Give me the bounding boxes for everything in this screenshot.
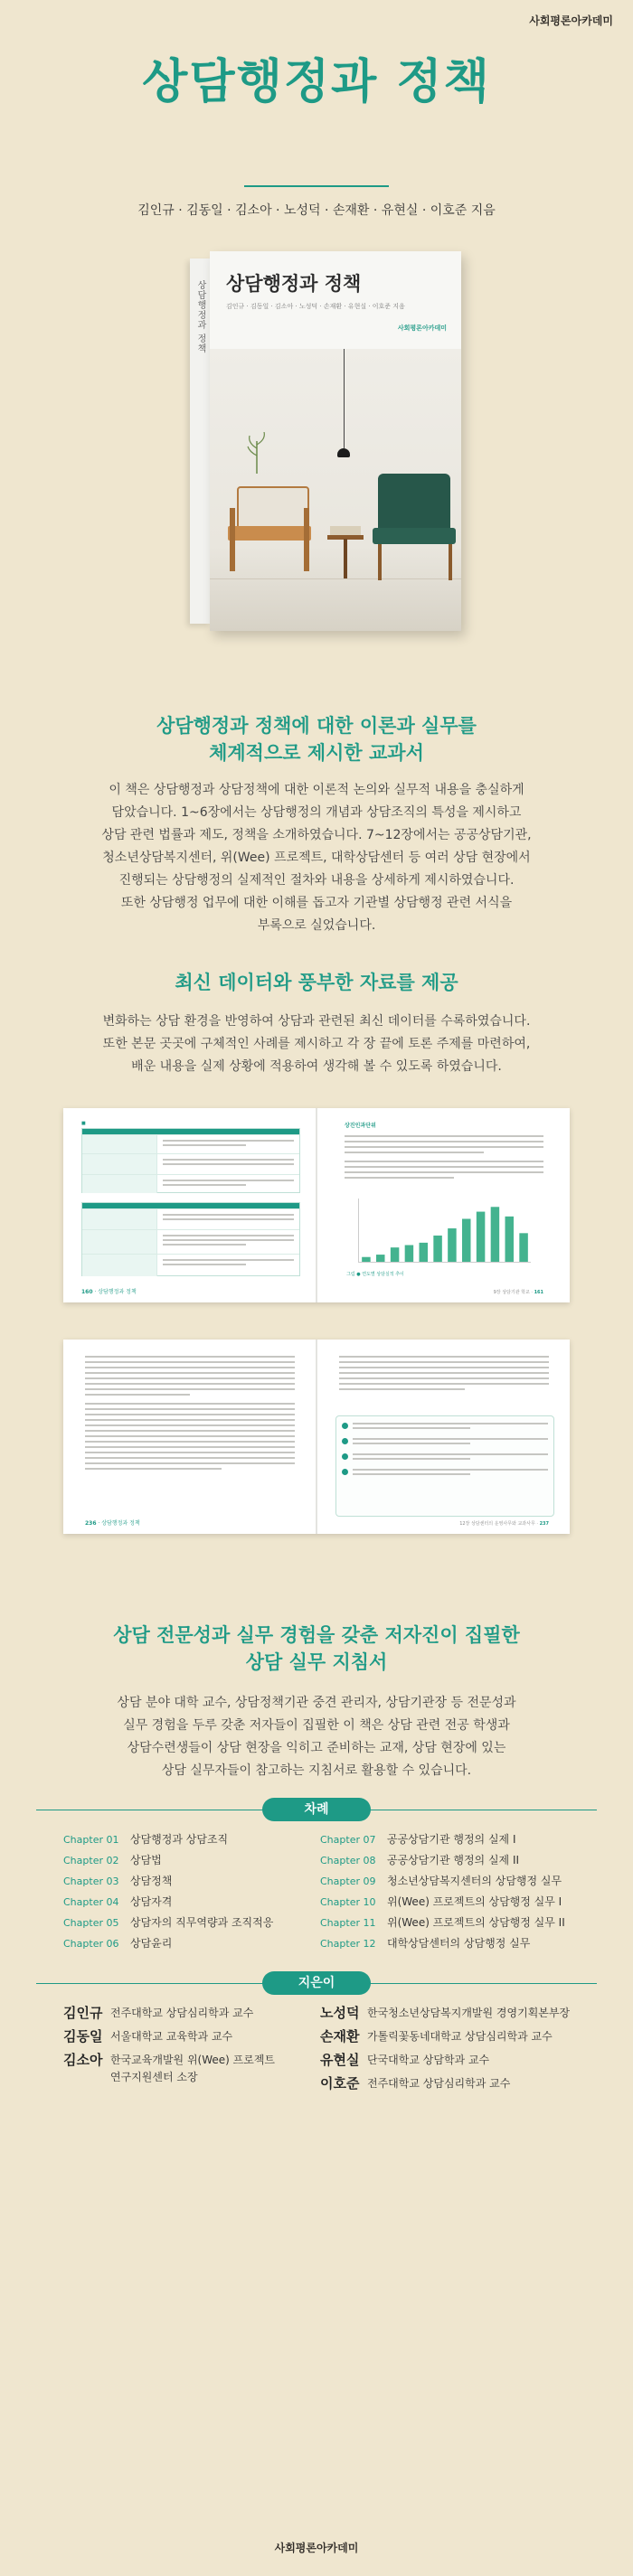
authors-label: 지은이 bbox=[262, 1971, 371, 1995]
book-front-cover bbox=[210, 251, 461, 631]
footer-publisher-logo: 사회평론아카데미 bbox=[274, 2542, 359, 2554]
body-line: 상담 분야 대학 교수, 상담정책기관 중견 관리자, 상담기관장 등 전문성과 bbox=[117, 1696, 516, 1710]
section3-heading-line1: 상담 전문성과 실무 경험을 갖춘 저자진이 집필한 bbox=[113, 1624, 520, 1646]
discussion-topics-box bbox=[335, 1415, 554, 1517]
chapter-title: 상담윤리 bbox=[130, 1937, 173, 1950]
floor-line bbox=[210, 578, 461, 579]
chapter-title: 공공상담기관 행정의 실제 I bbox=[387, 1833, 516, 1846]
author-affiliation: 한국교육개발원 위(Wee) 프로젝트 bbox=[110, 2054, 276, 2066]
table-caption: ■ bbox=[81, 1121, 86, 1126]
body-line: 상담 관련 법률과 제도, 정책을 소개하였습니다. 7~12장에서는 공공상담기관, bbox=[101, 828, 532, 842]
chapter-number: Chapter 03 bbox=[63, 1876, 119, 1887]
sample-table bbox=[81, 1202, 300, 1276]
wooden-chair-seat bbox=[228, 526, 311, 541]
author-item bbox=[63, 2005, 316, 2028]
page-text bbox=[85, 1352, 295, 1473]
green-armchair-leg bbox=[449, 544, 452, 580]
page-number-value: 161 bbox=[534, 1290, 543, 1295]
title-divider bbox=[244, 185, 389, 187]
wooden-chair-leg bbox=[304, 508, 309, 571]
chapter-list-right bbox=[320, 1829, 591, 1954]
book-spine-title: 상담행정과 정책 bbox=[195, 280, 205, 354]
book-cover-image bbox=[190, 251, 461, 631]
running-head-text: 12장 상담센터의 운영사무와 교과사무 bbox=[459, 1521, 535, 1527]
wooden-chair-back bbox=[237, 486, 309, 531]
book-spine bbox=[190, 259, 211, 624]
sample-table bbox=[81, 1128, 300, 1193]
lamp-cord bbox=[344, 349, 345, 448]
page-text bbox=[339, 1352, 549, 1394]
section3-body bbox=[63, 1692, 570, 1782]
chapter-title: 위(Wee) 프로젝트의 상담행정 실무 I bbox=[387, 1895, 562, 1908]
chapter-number: Chapter 10 bbox=[320, 1896, 376, 1908]
sample-page-spread-2 bbox=[63, 1340, 570, 1534]
author-name: 김동일 bbox=[63, 2028, 103, 2045]
section1-body bbox=[63, 779, 570, 937]
book-cover-publisher: 사회평론아카데미 bbox=[397, 324, 447, 332]
chapter-item bbox=[63, 1871, 316, 1892]
table-row bbox=[82, 1134, 299, 1153]
author-affiliation-line2: 연구지원센터 소장 bbox=[110, 2071, 198, 2083]
chapter-title: 상담법 bbox=[130, 1854, 162, 1866]
table-row bbox=[82, 1254, 299, 1276]
chapter-item bbox=[320, 1892, 591, 1913]
chart-bar bbox=[448, 1228, 457, 1262]
chapter-number: Chapter 11 bbox=[320, 1917, 376, 1929]
page-number-value: 236 bbox=[85, 1520, 97, 1527]
body-line: 상담 실무자들이 참고하는 지침서로 활용할 수 있습니다. bbox=[161, 1763, 472, 1778]
section3-heading bbox=[0, 1622, 633, 1676]
body-line: 또한 상담행정 업무에 대한 이해를 돕고자 기관별 상담행정 관련 서식을 bbox=[120, 896, 513, 910]
chart-caption: 그림 ● 연도별 상담실적 추이 bbox=[346, 1272, 404, 1277]
pendant-lamp-icon bbox=[337, 448, 350, 457]
author-list-left bbox=[63, 2005, 316, 2086]
body-line: 또한 본문 곳곳에 구체적인 사례를 제시하고 각 장 끝에 토론 주제를 마련하여, bbox=[102, 1037, 531, 1051]
chapter-number: Chapter 06 bbox=[63, 1938, 119, 1950]
page-title: 상담행정과 정책 bbox=[142, 55, 491, 109]
author-affiliation: 전주대학교 상담심리학과 교수 bbox=[367, 2077, 511, 2090]
running-head: 상담행정과 정책 bbox=[101, 1520, 140, 1527]
body-line: 부록으로 실었습니다. bbox=[257, 918, 376, 933]
chart-bar bbox=[477, 1212, 486, 1262]
author-item bbox=[320, 2075, 600, 2099]
chart-bar bbox=[462, 1218, 471, 1262]
chapter-item bbox=[63, 1850, 316, 1871]
chapter-item bbox=[320, 1871, 591, 1892]
chart-bar bbox=[491, 1207, 500, 1262]
author-item bbox=[320, 2028, 600, 2052]
list-item bbox=[342, 1453, 548, 1462]
body-line: 이 책은 상담행정과 상담정책에 대한 이론적 논의와 실무적 내용을 충실하게 bbox=[109, 783, 524, 797]
running-head: 상담행정과 정책 bbox=[98, 1289, 137, 1295]
cover-photo-interior bbox=[210, 349, 461, 631]
table-row bbox=[82, 1153, 299, 1174]
chapter-item bbox=[63, 1892, 316, 1913]
running-head: 12장 상담센터의 운영사무와 교과사무 · 237 bbox=[459, 1521, 549, 1527]
chart-bar bbox=[505, 1217, 515, 1262]
spread2-left-page bbox=[63, 1340, 316, 1534]
chart-bar bbox=[405, 1246, 414, 1262]
chapter-list-left bbox=[63, 1829, 316, 1954]
body-line: 진행되는 상담행정의 실제적인 절차와 내용을 상세하게 제시하였습니다. bbox=[118, 873, 515, 888]
author-name: 손재환 bbox=[320, 2028, 360, 2045]
section2-heading: 최신 데이터와 풍부한 자료를 제공 bbox=[175, 972, 458, 993]
section1-heading bbox=[0, 712, 633, 766]
body-line: 변화하는 상담 환경을 반영하여 상담과 관련된 최신 데이터를 수록하였습니다. bbox=[102, 1014, 531, 1029]
chapter-item bbox=[63, 1933, 316, 1954]
section2-body bbox=[63, 1011, 570, 1078]
chapter-title: 상담행정과 상담조직 bbox=[130, 1833, 229, 1846]
author-affiliation: 한국청소년상담복지개발원 경영기획본부장 bbox=[367, 2007, 571, 2019]
list-item bbox=[342, 1437, 548, 1447]
book-cover-title: 상담행정과 정책 bbox=[226, 273, 362, 295]
chapter-item bbox=[320, 1913, 591, 1933]
chart-bar bbox=[376, 1255, 385, 1262]
chart-bar bbox=[391, 1247, 400, 1262]
chart-bar bbox=[362, 1257, 371, 1262]
chapter-item bbox=[63, 1913, 316, 1933]
chart-bar bbox=[420, 1243, 429, 1262]
page-subheading: 상진인과단위 bbox=[345, 1123, 376, 1129]
chapter-item bbox=[320, 1933, 591, 1954]
author-name: 노성덕 bbox=[320, 2005, 360, 2021]
green-armchair-seat bbox=[373, 528, 456, 544]
body-line: 실무 경험을 두루 갖춘 저자들이 집필한 이 책은 상담 관련 전공 학생과 bbox=[123, 1718, 510, 1733]
body-line: 담았습니다. 1~6장에서는 상담행정의 개념과 상담조직의 특성을 제시하고 bbox=[111, 805, 522, 820]
list-item bbox=[342, 1468, 548, 1478]
chapter-title: 상담자의 직무역량과 조직적응 bbox=[130, 1916, 274, 1929]
author-affiliation: 전주대학교 상담심리학과 교수 bbox=[110, 2007, 254, 2019]
chapter-title: 대학상담센터의 상담행정 실무 bbox=[387, 1937, 531, 1950]
author-item bbox=[320, 2005, 600, 2028]
section3-heading-line2: 상담 실무 지침서 bbox=[245, 1651, 388, 1673]
chapter-item bbox=[320, 1850, 591, 1871]
chapter-item bbox=[320, 1829, 591, 1850]
chapter-number: Chapter 12 bbox=[320, 1938, 376, 1950]
chapter-title: 공공상담기관 행정의 실제 II bbox=[387, 1854, 520, 1866]
chapter-number: Chapter 04 bbox=[63, 1896, 119, 1908]
bar-chart bbox=[358, 1199, 531, 1263]
author-name: 유현실 bbox=[320, 2052, 360, 2068]
table-row bbox=[82, 1229, 299, 1254]
wooden-chair-leg bbox=[230, 508, 235, 571]
chapter-number: Chapter 08 bbox=[320, 1855, 376, 1866]
list-item bbox=[342, 1422, 548, 1432]
author-name: 이호준 bbox=[320, 2075, 360, 2092]
book-cover-authors: 김인규 · 김동일 · 김소아 · 노성덕 · 손재환 · 유현실 · 이호준 지음 bbox=[226, 303, 405, 310]
chapter-number: Chapter 09 bbox=[320, 1876, 376, 1887]
page-number-value: 237 bbox=[539, 1521, 549, 1527]
chapter-number: Chapter 07 bbox=[320, 1834, 376, 1846]
chart-bar bbox=[519, 1233, 528, 1262]
page-number: 160 · 상담행정과 정책 bbox=[81, 1289, 137, 1295]
author-name: 김인규 bbox=[63, 2005, 103, 2021]
chapter-number: Chapter 02 bbox=[63, 1855, 119, 1866]
sample-page-spread-1 bbox=[63, 1108, 570, 1302]
plant-icon bbox=[246, 432, 268, 474]
author-affiliation: 서울대학교 교육학과 교수 bbox=[110, 2030, 233, 2043]
body-line: 상담수련생들이 상담 현장을 익히고 준비하는 교재, 상담 현장에 있는 bbox=[127, 1741, 506, 1755]
table-row bbox=[82, 1174, 299, 1193]
section1-heading-line1: 상담행정과 정책에 대한 이론과 실무를 bbox=[156, 715, 477, 737]
page-number: 236 · 상담행정과 정책 bbox=[85, 1520, 140, 1527]
body-line: 청소년상담복지센터, 위(Wee) 프로젝트, 대학상담센터 등 여러 상담 현장에서 bbox=[102, 851, 531, 865]
chapter-title: 위(Wee) 프로젝트의 상담행정 실무 II bbox=[387, 1916, 565, 1929]
chapters-label: 차례 bbox=[262, 1798, 371, 1821]
authors-line: 김인규 · 김동일 · 김소아 · 노성덕 · 손재환 · 유현실 · 이호준 지음 bbox=[137, 203, 496, 218]
side-table-leg bbox=[344, 539, 347, 578]
chapter-title: 청소년상담복지센터의 상담행정 실무 bbox=[387, 1875, 562, 1887]
chart-bar bbox=[433, 1236, 442, 1262]
bar-chart-svg bbox=[359, 1199, 531, 1262]
section1-heading-line2: 체계적으로 제시한 교과서 bbox=[209, 742, 424, 764]
green-armchair-leg bbox=[378, 544, 382, 580]
author-name: 김소아 bbox=[63, 2052, 103, 2068]
chapter-item bbox=[63, 1829, 316, 1850]
running-head: 9장 상담기관 학교 · 161 bbox=[493, 1290, 543, 1295]
chapter-number: Chapter 01 bbox=[63, 1834, 119, 1846]
author-item bbox=[63, 2052, 316, 2086]
author-affiliation: 단국대학교 상담학과 교수 bbox=[367, 2054, 490, 2066]
page-number-value: 160 bbox=[81, 1289, 93, 1295]
body-line: 배운 내용을 실제 상황에 적용하여 생각해 볼 수 있도록 하였습니다. bbox=[131, 1059, 502, 1074]
author-item bbox=[320, 2052, 600, 2075]
author-affiliation: 가톨릭꽃동네대학교 상담심리학과 교수 bbox=[367, 2030, 553, 2043]
spread1-right-page bbox=[317, 1108, 571, 1302]
spread1-left-page bbox=[63, 1108, 316, 1302]
table-row bbox=[82, 1208, 299, 1229]
chapter-number: Chapter 05 bbox=[63, 1917, 119, 1929]
author-list-right bbox=[320, 2005, 600, 2099]
green-armchair-back bbox=[378, 474, 450, 531]
chapter-title: 상담정책 bbox=[130, 1875, 173, 1887]
chapter-title: 상담자격 bbox=[130, 1895, 173, 1908]
page-text bbox=[345, 1132, 543, 1182]
author-item bbox=[63, 2028, 316, 2052]
running-head-text: 9장 상담기관 학교 bbox=[493, 1290, 530, 1295]
books-on-table bbox=[330, 526, 361, 535]
publisher-logo: 사회평론아카데미 bbox=[529, 14, 613, 27]
spread2-right-page bbox=[317, 1340, 571, 1534]
